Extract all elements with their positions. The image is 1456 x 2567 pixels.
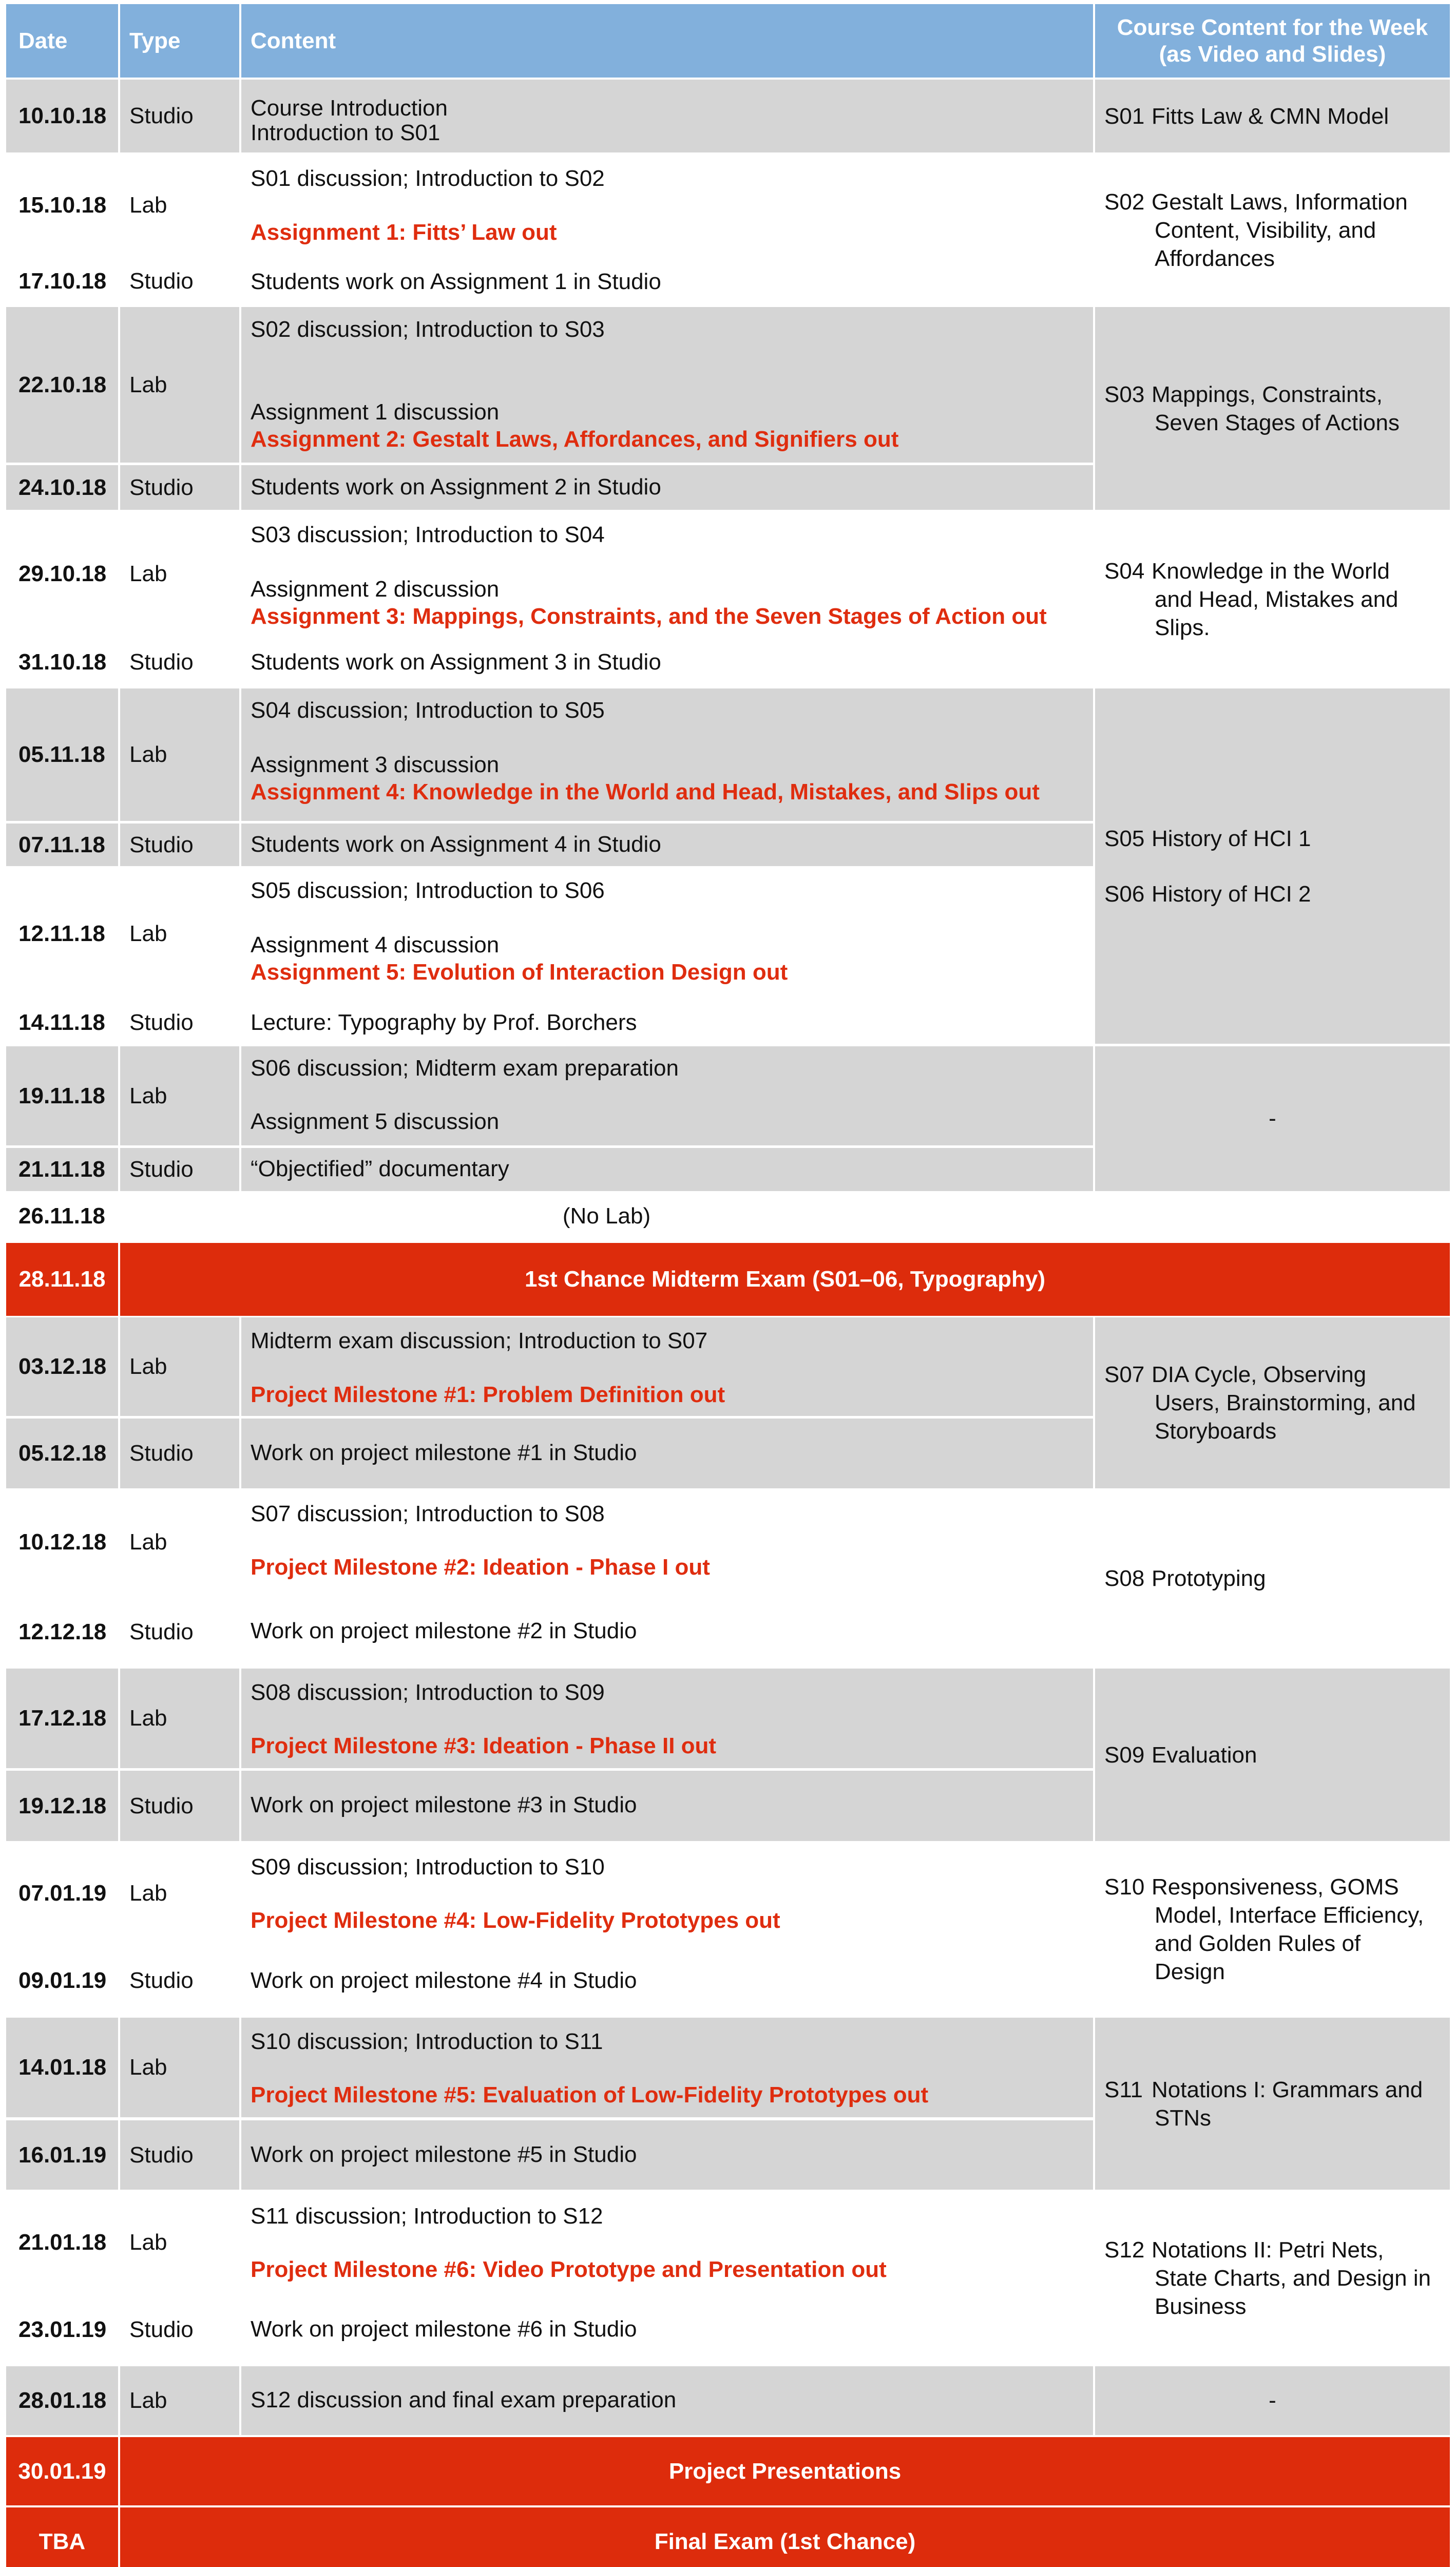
week-topic-line: History of HCI 2 bbox=[1152, 881, 1311, 907]
row-content bbox=[241, 688, 1093, 821]
row-content bbox=[241, 307, 1093, 463]
content-line: Work on project milestone #5 in Studio bbox=[251, 2142, 637, 2167]
row-content bbox=[241, 1490, 1093, 1594]
week-topic-line: Gestalt Laws, Information bbox=[1152, 189, 1408, 215]
week-content-cell bbox=[1095, 307, 1450, 510]
content-line: S03 discussion; Introduction to S04 bbox=[251, 522, 605, 547]
content-line: S10 discussion; Introduction to S11 bbox=[251, 2029, 603, 2054]
week-topic bbox=[1104, 188, 1441, 273]
row-date: 10.10.18 bbox=[6, 80, 118, 152]
content-line: S04 discussion; Introduction to S05 bbox=[251, 698, 605, 723]
header-week-label: Course Content for the Week bbox=[1117, 14, 1428, 40]
row-date: 24.10.18 bbox=[6, 465, 118, 510]
milestone-announcement: Project Milestone #2: Ideation - Phase I out bbox=[251, 1555, 710, 1580]
content-line: S09 discussion; Introduction to S10 bbox=[251, 1854, 605, 1880]
content-line: Assignment 5 discussion bbox=[251, 1109, 500, 1134]
week-content-cell bbox=[1095, 2018, 1450, 2190]
week-topic-text bbox=[1152, 880, 1311, 908]
row-type: Studio bbox=[120, 2120, 239, 2190]
row-no-lab: (No Lab) bbox=[120, 1194, 1093, 1238]
week-topic-text bbox=[1152, 1361, 1416, 1445]
week-topic-line: Content, Visibility, and bbox=[1155, 217, 1376, 243]
week-topic-text bbox=[1152, 380, 1400, 437]
content-line: S11 discussion; Introduction to S12 bbox=[251, 2204, 603, 2229]
content-line: Course Introduction bbox=[251, 95, 448, 121]
row-content bbox=[241, 2018, 1093, 2117]
week-topic-line: Users, Brainstorming, and bbox=[1155, 1390, 1416, 1415]
content-line: Work on project milestone #3 in Studio bbox=[251, 1792, 637, 1817]
row-type: Lab bbox=[120, 1046, 239, 1145]
row-content bbox=[241, 156, 1093, 255]
week-none: - bbox=[1269, 1106, 1276, 1131]
row-content bbox=[241, 2120, 1093, 2190]
milestone-announcement: Assignment 2: Gestalt Laws, Affordances, and Signifiers out bbox=[251, 427, 899, 452]
row-date: 21.01.18 bbox=[6, 2192, 118, 2292]
row-date: 09.01.19 bbox=[6, 1946, 118, 2015]
week-topic-text bbox=[1152, 188, 1408, 273]
row-type: Studio bbox=[120, 258, 239, 304]
row-content bbox=[241, 823, 1093, 866]
header-week-content bbox=[1095, 4, 1450, 78]
row-type: Lab bbox=[120, 869, 239, 999]
content-line: Introduction to S01 bbox=[251, 120, 440, 145]
content-line: Work on project milestone #2 in Studio bbox=[251, 1618, 637, 1643]
row-content bbox=[241, 1002, 1093, 1044]
week-topic-text bbox=[1152, 1564, 1266, 1593]
week-topic-text bbox=[1152, 557, 1398, 642]
row-date: 28.01.18 bbox=[6, 2366, 118, 2435]
row-content bbox=[241, 1771, 1093, 1841]
row-content bbox=[241, 1597, 1093, 1667]
week-code: S06 bbox=[1104, 881, 1145, 907]
row-date: 21.11.18 bbox=[6, 1148, 118, 1191]
week-topic-line: History of HCI 1 bbox=[1152, 826, 1311, 851]
content-line: Assignment 4 discussion bbox=[251, 932, 500, 957]
row-content bbox=[241, 1419, 1093, 1488]
week-code: S04 bbox=[1104, 558, 1145, 584]
row-date: 05.11.18 bbox=[6, 688, 118, 821]
week-topic-text bbox=[1152, 2236, 1431, 2321]
week-topic-line: Seven Stages of Actions bbox=[1155, 410, 1400, 435]
band-date: 28.11.18 bbox=[6, 1243, 118, 1316]
content-line: Work on project milestone #4 in Studio bbox=[251, 1968, 637, 1993]
week-code: S11 bbox=[1104, 2077, 1143, 2102]
row-type: Studio bbox=[120, 1002, 239, 1044]
milestone-announcement: Project Milestone #4: Low-Fidelity Prototypes out bbox=[251, 1908, 780, 1933]
row-date: 14.01.18 bbox=[6, 2018, 118, 2117]
row-date: 26.11.18 bbox=[6, 1194, 118, 1238]
week-topic-line: Responsiveness, GOMS bbox=[1152, 1874, 1399, 1900]
week-topic-text bbox=[1152, 2076, 1423, 2132]
week-topic bbox=[1104, 825, 1441, 853]
row-date: 17.10.18 bbox=[6, 258, 118, 304]
row-type: Studio bbox=[120, 2295, 239, 2364]
row-content bbox=[241, 869, 1093, 999]
row-date: 12.12.18 bbox=[6, 1597, 118, 1667]
week-topic-text bbox=[1152, 1873, 1424, 1986]
week-code: S09 bbox=[1104, 1742, 1145, 1768]
week-topic-line: Affordances bbox=[1155, 245, 1275, 271]
week-topic-line: Business bbox=[1155, 2294, 1247, 2319]
week-topic-line: Notations II: Petri Nets, bbox=[1152, 2237, 1384, 2263]
week-topic-line: Prototyping bbox=[1152, 1566, 1266, 1591]
row-date: 16.01.19 bbox=[6, 2120, 118, 2190]
row-date: 29.10.18 bbox=[6, 512, 118, 636]
row-content bbox=[241, 80, 1093, 152]
band-event: Final Exam (1st Chance) bbox=[120, 2507, 1450, 2567]
row-content bbox=[241, 2295, 1093, 2364]
content-line: S01 discussion; Introduction to S02 bbox=[251, 166, 605, 191]
content-line: S06 discussion; Midterm exam preparation bbox=[251, 1056, 679, 1081]
week-content-cell bbox=[1095, 2366, 1450, 2435]
row-content bbox=[241, 2192, 1093, 2292]
row-content bbox=[241, 1148, 1093, 1191]
row-content bbox=[241, 1843, 1093, 1944]
week-topic bbox=[1104, 880, 1441, 908]
header-week-label: (as Video and Slides) bbox=[1159, 41, 1386, 67]
week-code: S02 bbox=[1104, 189, 1145, 215]
row-content bbox=[241, 258, 1093, 304]
content-line: “Objectified” documentary bbox=[251, 1156, 509, 1181]
week-topic bbox=[1104, 1564, 1441, 1593]
row-type: Studio bbox=[120, 1597, 239, 1667]
row-date: 03.12.18 bbox=[6, 1317, 118, 1416]
week-content-cell bbox=[1095, 512, 1450, 686]
row-date: 17.12.18 bbox=[6, 1669, 118, 1768]
week-topic bbox=[1104, 1741, 1441, 1769]
row-type: Lab bbox=[120, 156, 239, 255]
week-topic-line: State Charts, and Design in bbox=[1155, 2266, 1431, 2291]
week-topic-line: Model, Interface Efficiency, bbox=[1155, 1902, 1424, 1928]
milestone-announcement: Project Milestone #3: Ideation - Phase II out bbox=[251, 1733, 717, 1758]
header-date: Date bbox=[6, 4, 118, 78]
row-date: 22.10.18 bbox=[6, 307, 118, 463]
content-line: Assignment 2 discussion bbox=[251, 577, 500, 602]
week-topic bbox=[1104, 2076, 1441, 2132]
milestone-announcement: Assignment 4: Knowledge in the World and Head, Mistakes, and Slips out bbox=[251, 779, 1040, 804]
week-topic bbox=[1104, 2236, 1441, 2321]
week-content-cell bbox=[1095, 688, 1450, 1044]
week-content-cell bbox=[1095, 1046, 1450, 1191]
row-type: Studio bbox=[120, 1946, 239, 2015]
week-topic bbox=[1104, 380, 1441, 437]
content-line: Students work on Assignment 1 in Studio bbox=[251, 269, 661, 294]
content-line: Students work on Assignment 4 in Studio bbox=[251, 832, 661, 857]
week-code: S03 bbox=[1104, 381, 1145, 407]
week-topic bbox=[1104, 557, 1441, 642]
milestone-announcement: Assignment 3: Mappings, Constraints, and the Seven Stages of Action out bbox=[251, 604, 1047, 629]
row-type: Studio bbox=[120, 639, 239, 686]
row-date: 23.01.19 bbox=[6, 2295, 118, 2364]
band-event: 1st Chance Midterm Exam (S01–06, Typography) bbox=[120, 1243, 1450, 1316]
week-content-cell bbox=[1095, 1843, 1450, 2015]
row-type: Studio bbox=[120, 1148, 239, 1191]
row-content bbox=[241, 1946, 1093, 2015]
week-content-cell bbox=[1095, 156, 1450, 304]
week-content-cell bbox=[1095, 80, 1450, 152]
content-line: Assignment 3 discussion bbox=[251, 752, 500, 777]
row-type: Lab bbox=[120, 1669, 239, 1768]
content-line: Work on project milestone #6 in Studio bbox=[251, 2316, 637, 2342]
week-code: S10 bbox=[1104, 1874, 1145, 1900]
row-type: Lab bbox=[120, 1843, 239, 1944]
content-line: S07 discussion; Introduction to S08 bbox=[251, 1501, 605, 1526]
week-code: S07 bbox=[1104, 1362, 1145, 1387]
week-topic-line: Fitts Law & CMN Model bbox=[1152, 103, 1389, 129]
week-topic-line: DIA Cycle, Observing bbox=[1152, 1362, 1367, 1387]
content-line: Work on project milestone #1 in Studio bbox=[251, 1440, 637, 1465]
content-line: S12 discussion and final exam preparation bbox=[251, 2387, 677, 2412]
row-date: 07.11.18 bbox=[6, 823, 118, 866]
week-topic-line: Evaluation bbox=[1152, 1742, 1257, 1768]
week-topic-line: Design bbox=[1155, 1959, 1225, 1984]
row-type: Lab bbox=[120, 2018, 239, 2117]
week-topic bbox=[1104, 1873, 1441, 1986]
row-content bbox=[241, 2366, 1093, 2435]
week-content-cell bbox=[1095, 1669, 1450, 1841]
content-line: Midterm exam discussion; Introduction to S07 bbox=[251, 1328, 708, 1353]
row-type: Lab bbox=[120, 1490, 239, 1594]
band-date: TBA bbox=[6, 2507, 118, 2567]
content-line: Lecture: Typography by Prof. Borchers bbox=[251, 1010, 637, 1035]
week-topic bbox=[1104, 1361, 1441, 1445]
row-content bbox=[241, 512, 1093, 636]
row-type: Studio bbox=[120, 80, 239, 152]
band-event: Project Presentations bbox=[120, 2437, 1450, 2505]
week-content-cell bbox=[1095, 1194, 1450, 1238]
week-content-cell bbox=[1095, 1490, 1450, 1667]
milestone-announcement: Project Milestone #5: Evaluation of Low-Fidelity Prototypes out bbox=[251, 2082, 929, 2108]
row-content bbox=[241, 639, 1093, 686]
week-topic-line: and Golden Rules of bbox=[1155, 1930, 1361, 1956]
row-content bbox=[241, 1317, 1093, 1416]
week-topic-text bbox=[1152, 825, 1311, 853]
week-code: S08 bbox=[1104, 1566, 1145, 1591]
week-topic-line: Notations I: Grammars and bbox=[1152, 2077, 1423, 2102]
row-type: Lab bbox=[120, 2366, 239, 2435]
week-content-cell bbox=[1095, 2192, 1450, 2364]
row-type: Studio bbox=[120, 1419, 239, 1488]
row-date: 05.12.18 bbox=[6, 1419, 118, 1488]
week-topic-line: Storyboards bbox=[1155, 1419, 1277, 1444]
week-none: - bbox=[1269, 2388, 1276, 2413]
content-line: S05 discussion; Introduction to S06 bbox=[251, 878, 605, 903]
band-date: 30.01.19 bbox=[6, 2437, 118, 2505]
content-line: S08 discussion; Introduction to S09 bbox=[251, 1680, 605, 1705]
row-date: 14.11.18 bbox=[6, 1002, 118, 1044]
row-date: 07.01.19 bbox=[6, 1843, 118, 1944]
header-content: Content bbox=[241, 4, 1093, 78]
row-type: Studio bbox=[120, 465, 239, 510]
content-line: Assignment 1 discussion bbox=[251, 399, 500, 425]
week-topic-text bbox=[1152, 102, 1389, 130]
row-content bbox=[241, 465, 1093, 510]
row-type: Lab bbox=[120, 307, 239, 463]
row-type: Lab bbox=[120, 1317, 239, 1416]
row-date: 15.10.18 bbox=[6, 156, 118, 255]
row-type: Studio bbox=[120, 823, 239, 866]
milestone-announcement: Project Milestone #6: Video Prototype and Presentation out bbox=[251, 2257, 887, 2282]
week-topic-line: Mappings, Constraints, bbox=[1152, 381, 1383, 407]
week-topic-line: Slips. bbox=[1155, 615, 1210, 640]
week-code: S01 bbox=[1104, 103, 1145, 129]
content-line: Students work on Assignment 2 in Studio bbox=[251, 474, 661, 500]
week-code: S12 bbox=[1104, 2237, 1145, 2263]
row-content bbox=[241, 1046, 1093, 1145]
row-content bbox=[241, 1669, 1093, 1768]
week-topic-line: Knowledge in the World bbox=[1152, 558, 1390, 584]
row-date: 31.10.18 bbox=[6, 639, 118, 686]
row-date: 12.11.18 bbox=[6, 869, 118, 999]
row-type: Lab bbox=[120, 512, 239, 636]
row-type: Studio bbox=[120, 1771, 239, 1841]
milestone-announcement: Project Milestone #1: Problem Definition out bbox=[251, 1382, 725, 1407]
row-type: Lab bbox=[120, 2192, 239, 2292]
milestone-announcement: Assignment 1: Fitts’ Law out bbox=[251, 220, 557, 245]
header-type: Type bbox=[120, 4, 239, 78]
week-code: S05 bbox=[1104, 826, 1145, 851]
row-date: 19.12.18 bbox=[6, 1771, 118, 1841]
row-type: Lab bbox=[120, 688, 239, 821]
row-date: 10.12.18 bbox=[6, 1490, 118, 1594]
content-line: S02 discussion; Introduction to S03 bbox=[251, 317, 605, 342]
week-topic-text bbox=[1152, 1741, 1257, 1769]
week-topic-line: STNs bbox=[1155, 2105, 1211, 2131]
week-topic bbox=[1104, 102, 1441, 130]
week-content-cell bbox=[1095, 1317, 1450, 1488]
milestone-announcement: Assignment 5: Evolution of Interaction Design out bbox=[251, 960, 788, 985]
content-line: Students work on Assignment 3 in Studio bbox=[251, 649, 661, 675]
row-date: 19.11.18 bbox=[6, 1046, 118, 1145]
week-topic-line: and Head, Mistakes and bbox=[1155, 586, 1398, 612]
